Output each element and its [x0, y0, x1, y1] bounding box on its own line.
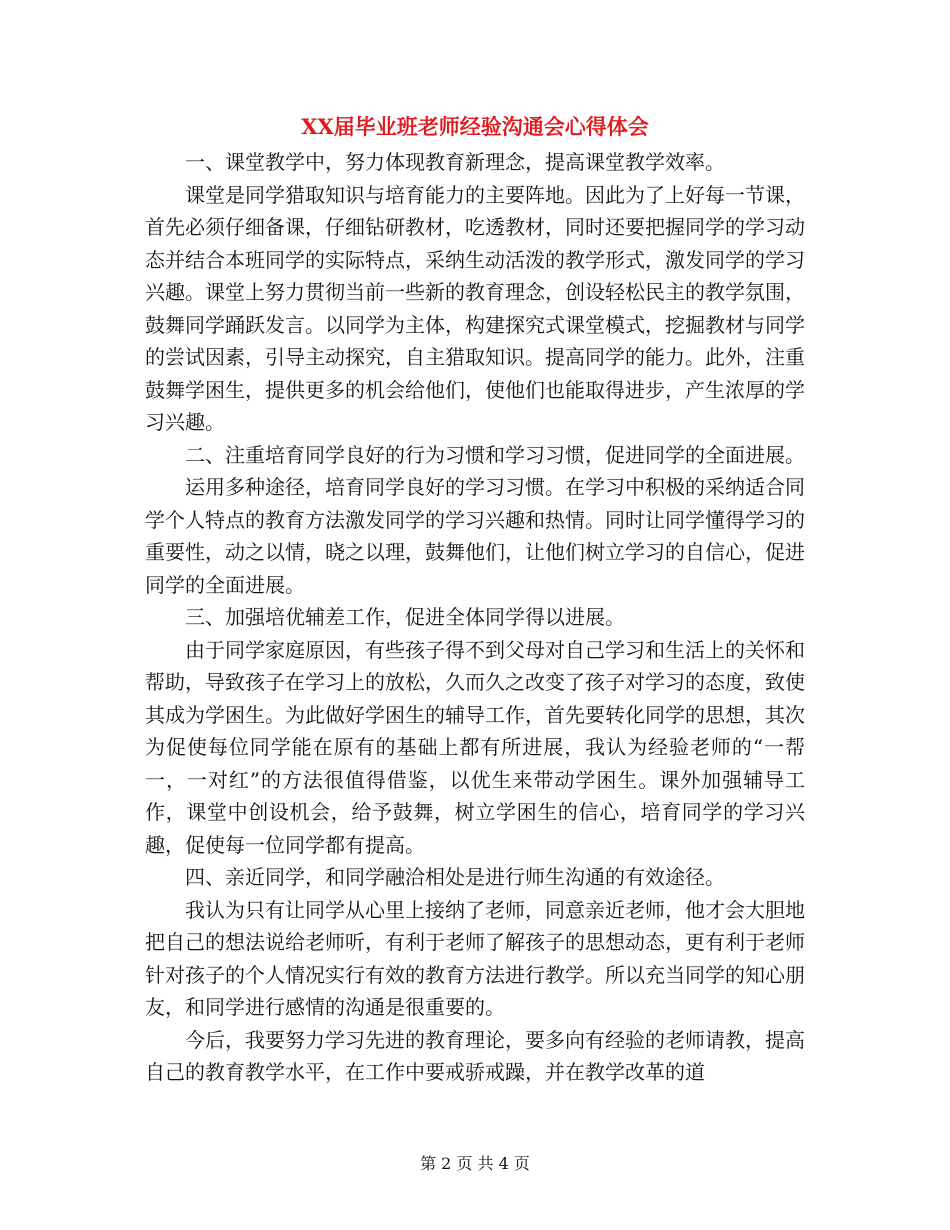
section-heading-2: 二、注重培育同学良好的行为习惯和学习习惯，促进同学的全面进展。: [185, 442, 805, 467]
page-number-footer: 第 2 页 共 4 页: [420, 1154, 530, 1173]
section-heading-1: 一、课堂教学中，努力体现教育新理念，提高课堂教学效率。: [185, 150, 725, 174]
body-paragraph-3: 由于同学家庭原因，有些孩子得不到父母对自己学习和生活上的关怀和帮助，导致孩子在学习上的放松，久而久之改变了孩子对学习的态度，致使其成为学困生。为此做好学困生的辅导工作，首先要转化同学的思想，其次为促使每位同学能在原有的基础上都有所进展，我认为经验老师的“一帮一，一对红”的方法很值得借鉴，以优生来带动学困生。课外加强辅导工作，课堂中创设机会，给予鼓舞，树立学困生的信心，培育同学的学习兴趣，促使每一位同学都有提高。: [145, 637, 805, 857]
body-paragraph-2: 运用多种途径，培育同学良好的学习习惯。在学习中积极的采纳适合同学个人特点的教育方法激发同学的学习兴趣和热情。同时让同学懂得学习的重要性，动之以情，晓之以理，鼓舞他们，让他们树立学习的自信心，促进同学的全面进展。: [145, 475, 805, 597]
body-paragraph-4: 我认为只有让同学从心里上接纳了老师，同意亲近老师，他才会大胆地把自己的想法说给老师听，有利于老师了解孩子的思想动态，更有利于老师针对孩子的个人情况实行有效的教育方法进行教学。所以充当同学的知心朋友，和同学进行感情的沟通是很重要的。: [145, 897, 805, 1019]
document-body: [145, 146, 805, 1089]
section-heading-3: 三、加强培优辅差工作，促进全体同学得以进展。: [185, 605, 625, 629]
section-heading-4: 四、亲近同学，和同学融洽相处是进行师生沟通的有效途径。: [185, 865, 725, 889]
document-title: XX届毕业班老师经验沟通会心得体会: [301, 114, 649, 139]
body-paragraph-5: 今后，我要努力学习先进的教育理论，要多向有经验的老师请教，提高自己的教育教学水平，在工作中要戒骄戒躁，并在教学改革的道: [145, 1027, 805, 1084]
body-paragraph-1: 课堂是同学猎取知识与培育能力的主要阵地。因此为了上好每一节课，首先必须仔细备课，仔细钻研教材，吃透教材，同时还要把握同学的学习动态并结合本班同学的实际特点，采纳生动活泼的教学形式，激发同学的学习兴趣。课堂上努力贯彻当前一些新的教育理念，创设轻松民主的教学氛围，鼓舞同学踊跃发言。以同学为主体，构建探究式课堂模式，挖掘教材与同学的尝试因素，引导主动探究，自主猎取知识。提高同学的能力。此外，注重鼓舞学困生，提供更多的机会给他们，使他们也能取得进步，产生浓厚的学习兴趣。: [145, 182, 805, 434]
